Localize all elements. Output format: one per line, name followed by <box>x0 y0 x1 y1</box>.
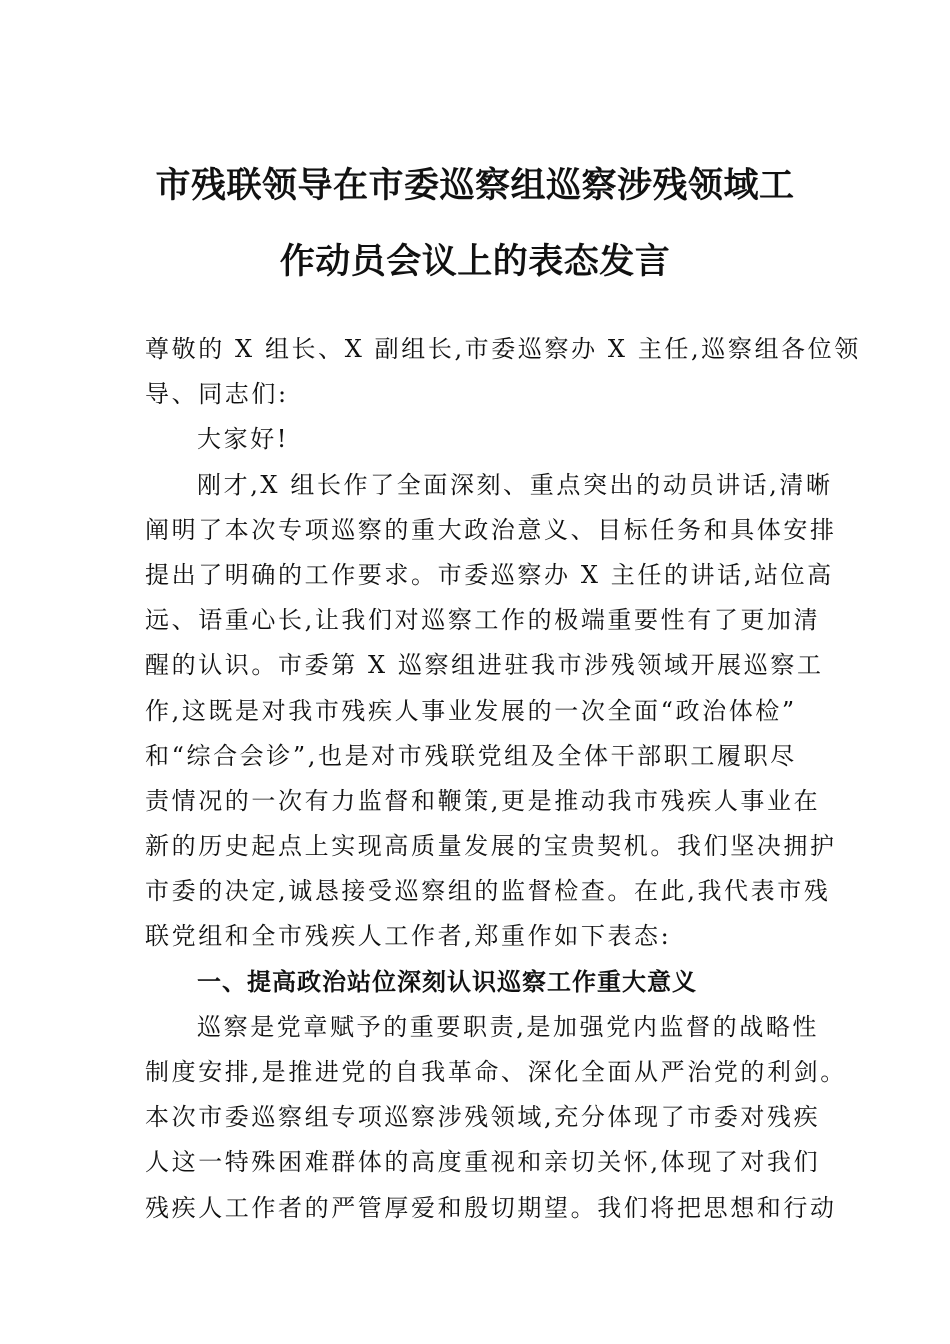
paragraph-line: 本次市委巡察组专项巡察涉残领域,充分体现了市委对残疾 <box>145 1103 821 1132</box>
document-title <box>140 148 810 300</box>
paragraph-line: 联党组和全市残疾人工作者,郑重作如下表态: <box>145 922 672 951</box>
paragraph-line: 作,这既是对我市残疾人事业发展的一次全面“政治体检” <box>145 696 797 725</box>
paragraph-line: 远、语重心长,让我们对巡察工作的极端重要性有了更加清 <box>145 606 821 635</box>
paragraph-line: 提出了明确的工作要求。市委巡察办 X 主任的讲话,站位高 <box>145 560 834 589</box>
paragraph-line: 阐明了本次专项巡察的重大政治意义、目标任务和具体安排 <box>145 515 837 544</box>
section-heading-1: 一、提高政治站位深刻认识巡察工作重大意义 <box>197 967 697 996</box>
paragraph-line: 制度安排,是推进党的自我革命、深化全面从严治党的利剑。 <box>145 1058 847 1086</box>
paragraph-line: 和“综合会诊”,也是对市残联党组及全体干部职工履职尽 <box>145 741 797 770</box>
paragraph-line: 责情况的一次有力监督和鞭策,更是推动我市残疾人事业在 <box>145 786 821 815</box>
salutation-line-2: 导、同志们: <box>145 380 289 409</box>
greeting: 大家好! <box>197 425 290 454</box>
paragraph-line: 刚才,X 组长作了全面深刻、重点突出的动员讲话,清晰 <box>197 470 833 499</box>
document-body <box>145 327 861 1231</box>
paragraph-line: 人这一特殊困难群体的高度重视和亲切关怀,体现了对我们 <box>145 1148 821 1177</box>
title-line-2: 作动员会议上的表态发言 <box>279 242 671 282</box>
paragraph-line: 巡察是党章赋予的重要职责,是加强党内监督的战略性 <box>197 1012 820 1041</box>
paragraph-line: 市委的决定,诚恳接受巡察组的监督检查。在此,我代表市残 <box>145 877 831 906</box>
paragraph-line: 醒的认识。市委第 X 巡察组进驻我市涉残领域开展巡察工 <box>145 651 824 680</box>
salutation-line-1: 尊敬的 X 组长、X 副组长,市委巡察办 X 主任,巡察组各位领 <box>145 335 861 363</box>
title-line-1: 市残联领导在市委巡察组巡察涉残领域工 <box>155 166 795 206</box>
paragraph-line: 残疾人工作者的严管厚爱和殷切期望。我们将把思想和行动 <box>145 1193 837 1222</box>
paragraph-line: 新的历史起点上实现高质量发展的宝贵契机。我们坚决拥护 <box>145 832 837 861</box>
